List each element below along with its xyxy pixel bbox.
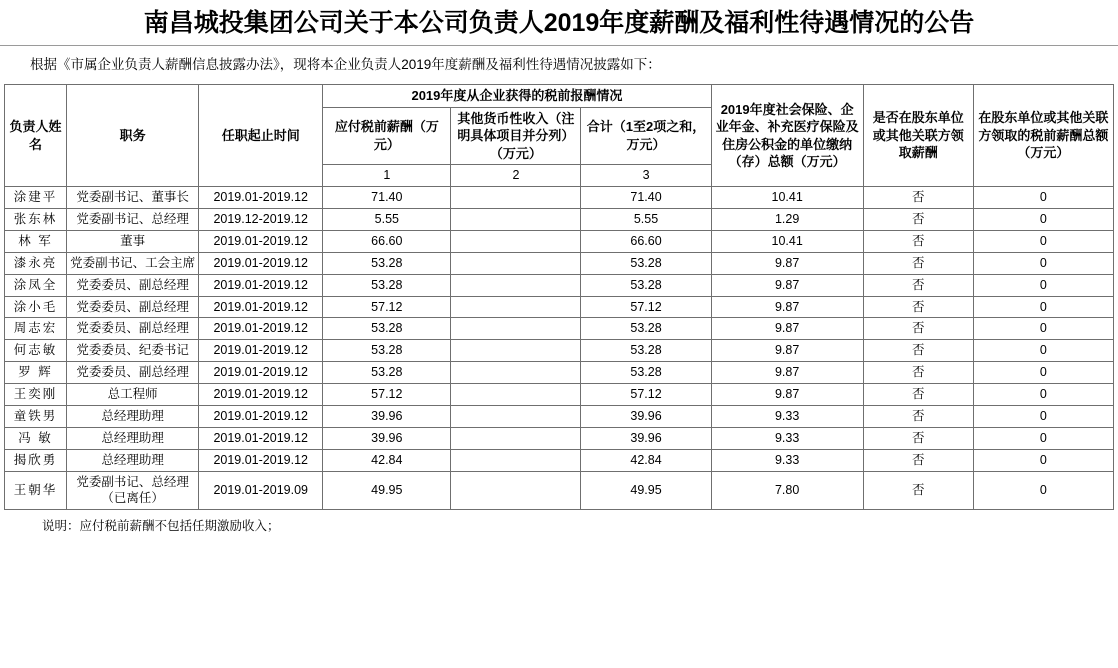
cell-pretax-from-shareholder: 0 — [973, 340, 1113, 362]
cell-other-income — [451, 318, 581, 340]
cell-post: 董事 — [67, 230, 199, 252]
col-header-social-insurance: 2019年度社会保险、企业年金、补充医疗保险及住房公积金的单位缴纳（存）总额（万元） — [711, 85, 863, 187]
cell-name: 张东林 — [5, 209, 67, 231]
cell-name: 揭欣勇 — [5, 449, 67, 471]
cell-receive-from-shareholder: 否 — [863, 427, 973, 449]
cell-total: 71.40 — [581, 187, 711, 209]
cell-social-insurance: 10.41 — [711, 230, 863, 252]
cell-pretax-salary: 57.12 — [323, 296, 451, 318]
cell-total: 39.96 — [581, 427, 711, 449]
cell-social-insurance: 9.87 — [711, 318, 863, 340]
cell-period: 2019.01-2019.12 — [199, 274, 323, 296]
col-header-pretax-salary: 应付税前薪酬（万元） — [323, 107, 451, 165]
cell-pretax-salary: 39.96 — [323, 405, 451, 427]
compensation-table — [4, 84, 1114, 510]
cell-period: 2019.01-2019.09 — [199, 471, 323, 510]
cell-post: 党委委员、副总经理 — [67, 274, 199, 296]
cell-name: 冯 敏 — [5, 427, 67, 449]
cell-social-insurance: 9.87 — [711, 274, 863, 296]
col-header-other-income: 其他货币性收入（注明具体项目并分列）（万元） — [451, 107, 581, 165]
header-row-1 — [5, 85, 1114, 108]
cell-social-insurance: 9.87 — [711, 252, 863, 274]
cell-post: 总经理助理 — [67, 449, 199, 471]
cell-name: 涂建平 — [5, 187, 67, 209]
cell-other-income — [451, 252, 581, 274]
cell-pretax-from-shareholder: 0 — [973, 252, 1113, 274]
cell-post: 党委委员、副总经理 — [67, 318, 199, 340]
table-body — [5, 187, 1114, 510]
cell-period: 2019.01-2019.12 — [199, 296, 323, 318]
cell-social-insurance: 9.87 — [711, 296, 863, 318]
col-header-period: 任职起止时间 — [199, 85, 323, 187]
cell-period: 2019.01-2019.12 — [199, 405, 323, 427]
cell-pretax-salary: 42.84 — [323, 449, 451, 471]
cell-name: 童铁男 — [5, 405, 67, 427]
cell-receive-from-shareholder: 否 — [863, 187, 973, 209]
cell-social-insurance: 9.33 — [711, 405, 863, 427]
cell-social-insurance: 1.29 — [711, 209, 863, 231]
intro-paragraph: 根据《市属企业负责人薪酬信息披露办法》，现将本企业负责人2019年度薪酬及福利性待遇情况披露如下： — [30, 57, 661, 73]
cell-other-income — [451, 384, 581, 406]
cell-receive-from-shareholder: 否 — [863, 209, 973, 231]
col-header-pretax-group: 2019年度从企业获得的税前报酬情况 — [323, 85, 711, 108]
cell-pretax-from-shareholder: 0 — [973, 449, 1113, 471]
cell-name: 何志敏 — [5, 340, 67, 362]
cell-pretax-salary: 53.28 — [323, 340, 451, 362]
cell-total: 42.84 — [581, 449, 711, 471]
cell-other-income — [451, 362, 581, 384]
cell-social-insurance: 9.87 — [711, 384, 863, 406]
cell-pretax-salary: 5.55 — [323, 209, 451, 231]
table-row — [5, 230, 1114, 252]
cell-receive-from-shareholder: 否 — [863, 362, 973, 384]
cell-pretax-from-shareholder: 0 — [973, 230, 1113, 252]
cell-period: 2019.01-2019.12 — [199, 384, 323, 406]
cell-name: 周志宏 — [5, 318, 67, 340]
cell-social-insurance: 9.87 — [711, 362, 863, 384]
col-number-2: 2 — [451, 165, 581, 187]
cell-pretax-salary: 66.60 — [323, 230, 451, 252]
cell-total: 53.28 — [581, 362, 711, 384]
cell-name: 漆永亮 — [5, 252, 67, 274]
cell-other-income — [451, 209, 581, 231]
cell-total: 49.95 — [581, 471, 711, 510]
cell-name: 罗 辉 — [5, 362, 67, 384]
cell-period: 2019.01-2019.12 — [199, 187, 323, 209]
cell-pretax-from-shareholder: 0 — [973, 427, 1113, 449]
cell-post: 党委委员、副总经理 — [67, 362, 199, 384]
cell-post: 总工程师 — [67, 384, 199, 406]
cell-receive-from-shareholder: 否 — [863, 384, 973, 406]
table-row — [5, 318, 1114, 340]
page-title: 南昌城投集团公司关于本公司负责人2019年度薪酬及福利性待遇情况的公告 — [143, 9, 975, 37]
cell-receive-from-shareholder: 否 — [863, 318, 973, 340]
cell-pretax-from-shareholder: 0 — [973, 362, 1113, 384]
col-header-receive-from-shareholder: 是否在股东单位或其他关联方领取薪酬 — [863, 85, 973, 187]
cell-pretax-salary: 71.40 — [323, 187, 451, 209]
cell-period: 2019.01-2019.12 — [199, 230, 323, 252]
cell-other-income — [451, 274, 581, 296]
cell-receive-from-shareholder: 否 — [863, 405, 973, 427]
cell-period: 2019.01-2019.12 — [199, 252, 323, 274]
col-header-total: 合计（1至2项之和，万元） — [581, 107, 711, 165]
cell-other-income — [451, 427, 581, 449]
cell-other-income — [451, 449, 581, 471]
cell-total: 53.28 — [581, 318, 711, 340]
cell-social-insurance: 9.87 — [711, 340, 863, 362]
table-row — [5, 362, 1114, 384]
cell-post: 党委副书记、总经理（已离任） — [67, 471, 199, 510]
table-head — [5, 85, 1114, 187]
table-row — [5, 384, 1114, 406]
cell-post: 总经理助理 — [67, 405, 199, 427]
col-header-pretax-from-shareholder: 在股东单位或其他关联方领取的税前薪酬总额（万元） — [973, 85, 1113, 187]
col-header-name: 负责人姓名 — [5, 85, 67, 187]
table-row — [5, 471, 1114, 510]
cell-pretax-salary: 49.95 — [323, 471, 451, 510]
cell-total: 57.12 — [581, 384, 711, 406]
table-footnote: 说明：应付税前薪酬不包括任期激励收入； — [42, 519, 280, 534]
cell-social-insurance: 7.80 — [711, 471, 863, 510]
cell-post: 总经理助理 — [67, 427, 199, 449]
cell-period: 2019.01-2019.12 — [199, 362, 323, 384]
cell-receive-from-shareholder: 否 — [863, 274, 973, 296]
cell-name: 林 军 — [5, 230, 67, 252]
cell-receive-from-shareholder: 否 — [863, 230, 973, 252]
cell-post: 党委委员、副总经理 — [67, 296, 199, 318]
table-row — [5, 296, 1114, 318]
table-row — [5, 340, 1114, 362]
cell-name: 涂凤全 — [5, 274, 67, 296]
cell-pretax-from-shareholder: 0 — [973, 471, 1113, 510]
table-row — [5, 187, 1114, 209]
cell-total: 39.96 — [581, 405, 711, 427]
col-number-3: 3 — [581, 165, 711, 187]
table-row — [5, 449, 1114, 471]
table-row — [5, 252, 1114, 274]
cell-other-income — [451, 187, 581, 209]
cell-pretax-from-shareholder: 0 — [973, 405, 1113, 427]
cell-period: 2019.12-2019.12 — [199, 209, 323, 231]
col-number-1: 1 — [323, 165, 451, 187]
cell-pretax-salary: 57.12 — [323, 384, 451, 406]
table-row — [5, 274, 1114, 296]
cell-total: 53.28 — [581, 274, 711, 296]
cell-pretax-salary: 53.28 — [323, 362, 451, 384]
cell-pretax-from-shareholder: 0 — [973, 318, 1113, 340]
cell-period: 2019.01-2019.12 — [199, 449, 323, 471]
cell-period: 2019.01-2019.12 — [199, 340, 323, 362]
cell-post: 党委副书记、董事长 — [67, 187, 199, 209]
table-row — [5, 427, 1114, 449]
cell-receive-from-shareholder: 否 — [863, 252, 973, 274]
cell-other-income — [451, 296, 581, 318]
cell-other-income — [451, 230, 581, 252]
cell-total: 5.55 — [581, 209, 711, 231]
cell-social-insurance: 9.33 — [711, 427, 863, 449]
cell-other-income — [451, 405, 581, 427]
cell-period: 2019.01-2019.12 — [199, 427, 323, 449]
cell-receive-from-shareholder: 否 — [863, 340, 973, 362]
cell-period: 2019.01-2019.12 — [199, 318, 323, 340]
col-header-post: 职务 — [67, 85, 199, 187]
cell-pretax-from-shareholder: 0 — [973, 187, 1113, 209]
cell-other-income — [451, 340, 581, 362]
cell-receive-from-shareholder: 否 — [863, 449, 973, 471]
cell-name: 涂小毛 — [5, 296, 67, 318]
cell-social-insurance: 9.33 — [711, 449, 863, 471]
cell-receive-from-shareholder: 否 — [863, 471, 973, 510]
cell-total: 53.28 — [581, 252, 711, 274]
cell-pretax-salary: 53.28 — [323, 274, 451, 296]
cell-total: 57.12 — [581, 296, 711, 318]
cell-pretax-from-shareholder: 0 — [973, 296, 1113, 318]
cell-pretax-from-shareholder: 0 — [973, 209, 1113, 231]
cell-name: 王朝华 — [5, 471, 67, 510]
cell-pretax-salary: 53.28 — [323, 252, 451, 274]
cell-receive-from-shareholder: 否 — [863, 296, 973, 318]
cell-pretax-salary: 39.96 — [323, 427, 451, 449]
cell-pretax-from-shareholder: 0 — [973, 274, 1113, 296]
cell-other-income — [451, 471, 581, 510]
cell-total: 53.28 — [581, 340, 711, 362]
table-row — [5, 209, 1114, 231]
cell-post: 党委副书记、总经理 — [67, 209, 199, 231]
cell-name: 王奕刚 — [5, 384, 67, 406]
cell-post: 党委副书记、工会主席 — [67, 252, 199, 274]
cell-social-insurance: 10.41 — [711, 187, 863, 209]
cell-pretax-salary: 53.28 — [323, 318, 451, 340]
table-row — [5, 405, 1114, 427]
cell-post: 党委委员、纪委书记 — [67, 340, 199, 362]
cell-pretax-from-shareholder: 0 — [973, 384, 1113, 406]
cell-total: 66.60 — [581, 230, 711, 252]
